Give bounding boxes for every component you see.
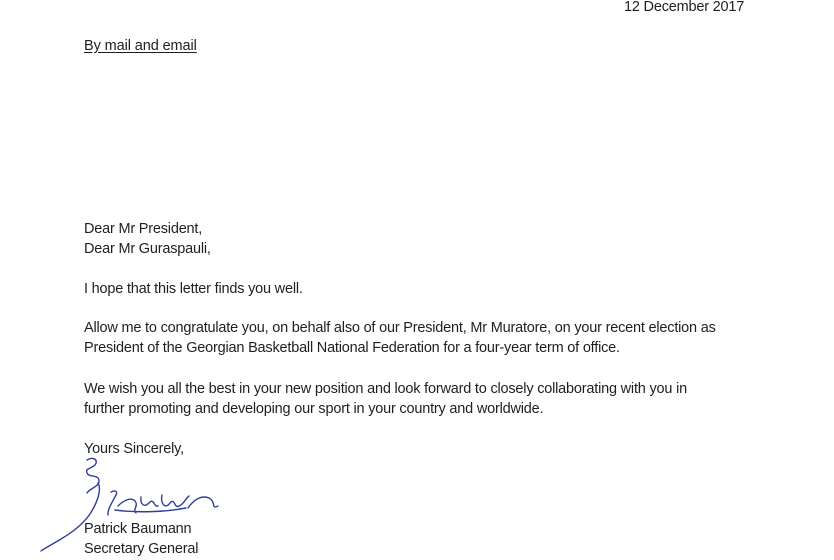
paragraph-wishes-line-1: We wish you all the best in your new position and look forward to closely collaborating with you in — [84, 381, 687, 397]
paragraph-greeting: I hope that this letter finds you well. — [84, 281, 303, 297]
signer-name: Patrick Baumann — [84, 521, 192, 537]
signer-block — [84, 519, 198, 559]
paragraph-congratulations-line-2: President of the Georgian Basketball National Federation for a four-year term of office. — [84, 340, 620, 356]
salutation — [84, 219, 211, 259]
letter-date: 12 December 2017 — [624, 0, 745, 15]
paragraph-wishes — [84, 379, 687, 419]
closing: Yours Sincerely, — [84, 441, 184, 457]
signer-title: Secretary General — [84, 541, 199, 557]
paragraph-wishes-line-2: further promoting and developing our sport in your country and worldwide. — [84, 401, 544, 417]
paragraph-congratulations-line-1: Allow me to congratulate you, on behalf also of our President, Mr Muratore, on your recent election as — [84, 320, 716, 336]
salutation-line-2: Dear Mr Guraspauli, — [84, 241, 211, 257]
delivery-method: By mail and email — [84, 38, 197, 54]
paragraph-congratulations — [84, 318, 716, 358]
salutation-line-1: Dear Mr President, — [84, 221, 203, 237]
